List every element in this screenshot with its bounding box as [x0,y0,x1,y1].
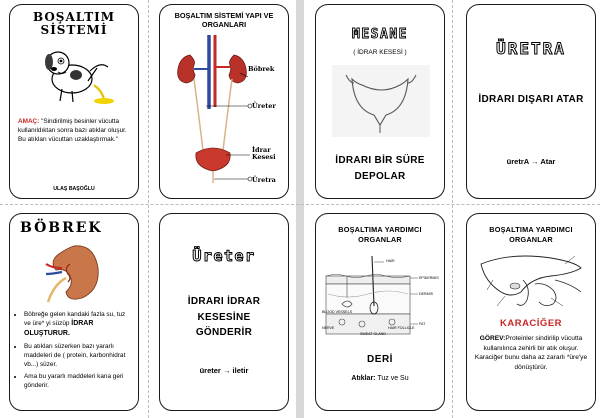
bullet-item [24,372,132,390]
card-title: BÖBREK [20,220,103,236]
card-subtitle: ( İDRAR KESESİ ) [353,49,407,56]
aim-text: "Sindirilmiş besinler vücutta kullanıldıktan sonra bazı atıklar oluşur. Bu atıkları vücuttan uzaklaştırmak." [18,118,127,144]
card-title: Üreter [192,247,256,265]
flow-to: iletir [232,366,249,375]
skin-label-nerve: NERVE [322,326,335,330]
card-karaciger [466,213,596,411]
card-title: BOŞALTIM SİSTEMİ YAPI VE ORGANLARI [174,11,274,30]
card-mesane [315,4,445,199]
waste-label: Atıklar: [351,375,376,382]
horizontal-cut-line [0,204,600,205]
skin-label-dermis: DERMIS [419,292,433,296]
urinary-system-diagram [170,35,260,185]
card-title: ÜRETRA [496,39,566,58]
organ-name: KARACİĞER [499,318,563,329]
label-ureter: Üreter [252,102,276,110]
kidney-illustration [44,242,104,304]
arrow-right-icon: → [531,157,539,166]
dog-illustration [32,41,118,105]
ureter-flow [160,366,288,375]
organ-name: DERİ [367,354,393,365]
skin-label-hair: HAIR [386,259,395,263]
uretra-flow [467,157,595,166]
card-deri [315,213,445,411]
card-title-line2: SİSTEMİ [40,22,108,37]
skin-label-epidermis: EPIDERMIS [419,276,439,280]
skin-label-fat: FAT [419,322,426,326]
deri-waste [316,375,444,382]
card-ureter [159,213,289,411]
card-yapi-organlar [159,4,289,199]
skin-diagram [322,254,440,342]
duty-text: Proteinler sindirilip vücutta kullanılınca zehirli bir atık oluşur. Karaciğer bunu daha az zararlı *üre'ye dönüştürür. [474,335,588,371]
center-divider [296,0,304,418]
card-bobrek [9,213,139,411]
flow-from: üretrA [506,157,529,166]
bullet-text: Böbreğe gelen kandaki fazla su, tuz ve üre* yi süzüp [24,311,126,328]
waste-text: Tuz ve Su [375,375,409,382]
card-bosaltim-sistemi [9,4,139,199]
skin-label-blood-vessels: BLOOD VESSELS [322,310,352,314]
aim-label: AMAÇ: [18,118,40,125]
card-title: BOŞALTIMA YARDIMCI ORGANLAR [489,225,573,244]
ureter-body: İDRARI İDRAR KESESİNE GÖNDERİR [187,296,261,338]
bullet-item [24,310,132,339]
card-uretra [466,4,596,199]
bullet-item [24,342,132,369]
bobrek-bullets [16,310,132,390]
label-idrar-kesesi: İdrar Kesesi [252,146,276,162]
label-bobrek: Böbrek [248,65,275,73]
bullet-text: Bu atıkları süzerken bazı yararlı maddeleri de ( protein, karbonhidrat vb...) süzer. [24,342,126,369]
skin-label-hair-follicle: HAIR FOLLICLE [388,326,415,330]
vertical-cut-line-left [148,0,149,418]
arrow-right-icon: → [222,366,231,375]
bladder-illustration [332,65,430,137]
flow-to: Atar [540,157,556,166]
flow-from: üreter [199,366,221,375]
card-title: BOŞALTIMA YARDIMCI ORGANLAR [338,225,422,244]
bullet-text: Ama bu yararlı maddeleri kana geri gönderir. [24,373,124,390]
mesane-body: İDRARI BİR SÜRE DEPOLAR [335,155,425,182]
vertical-cut-line-right [452,0,453,418]
label-uretra: Üretra [252,176,276,184]
author-name: ULAŞ BAŞOĞLU [53,186,95,192]
card-title-line1: BOŞALTIM [32,10,116,24]
bladder-image-frame [332,65,430,137]
bullet-bold: İDRAR OLUŞTURUR. [24,320,94,338]
liver-diagram [475,250,589,314]
skin-label-sweat-gland: SWEAT GLAND [360,332,386,336]
uretra-body: İDRARI DIŞARI ATAR [478,94,584,105]
card-title: MESANE [352,27,408,42]
duty-label: GÖREV: [479,335,506,342]
